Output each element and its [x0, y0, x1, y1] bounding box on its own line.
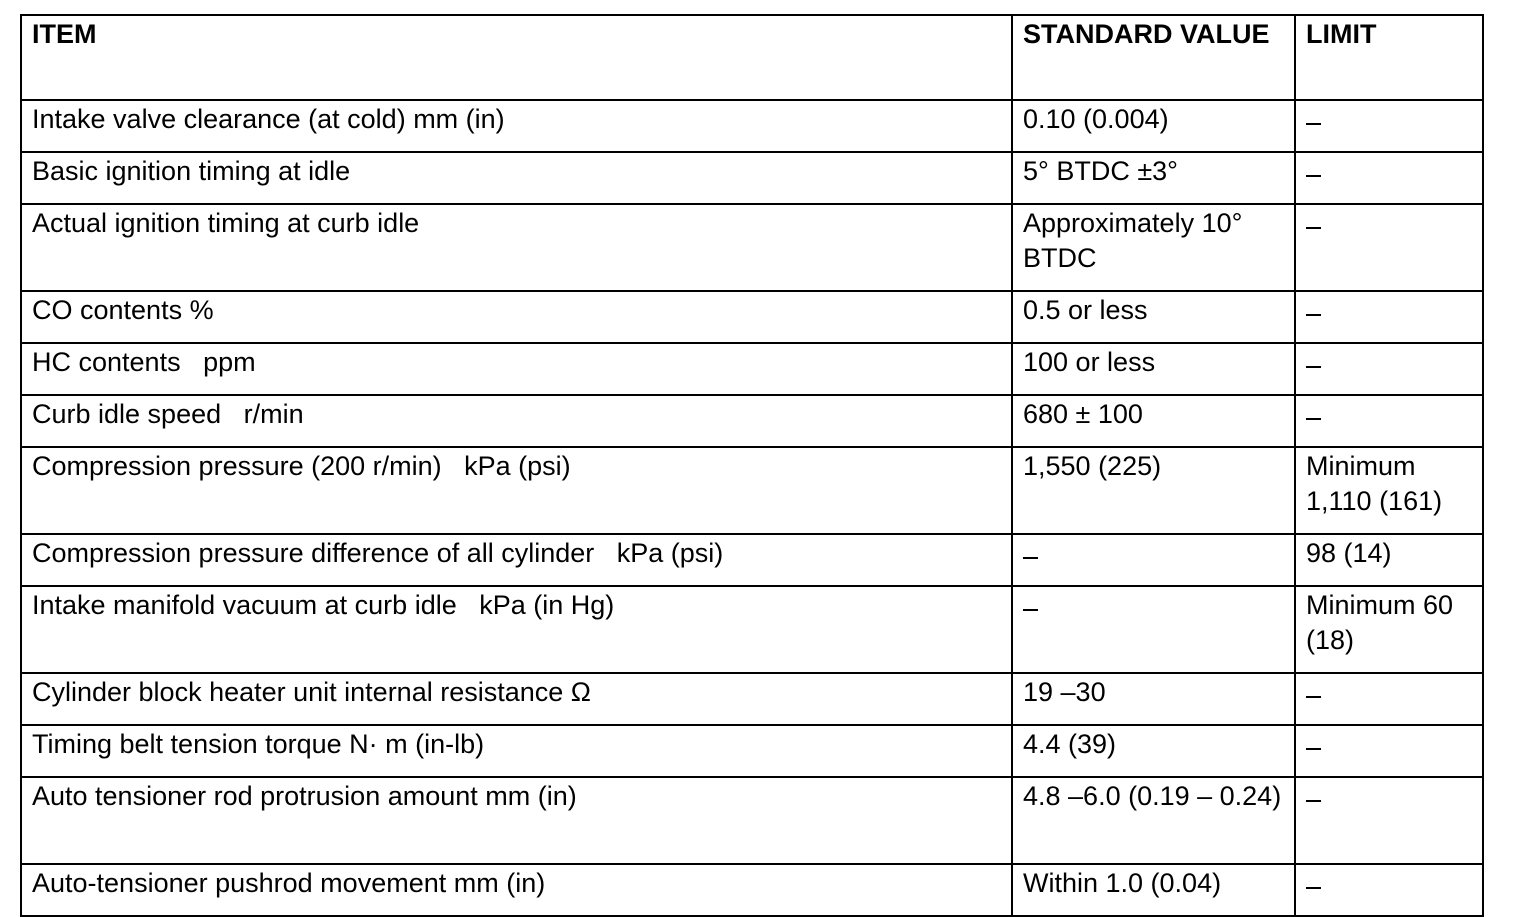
- item-cell: Intake valve clearance (at cold) mm (in): [21, 100, 1012, 152]
- table-row: [21, 534, 1483, 586]
- item-cell: Compression pressure (200 r/min) kPa (psi): [21, 447, 1012, 534]
- limit-cell: [1295, 204, 1483, 291]
- specifications-table: [20, 14, 1484, 917]
- standard-value-cell: [1012, 586, 1295, 673]
- item-cell: Compression pressure difference of all cylinder kPa (psi): [21, 534, 1012, 586]
- standard-value-cell: 0.10 (0.004): [1012, 100, 1295, 152]
- standard-value-cell: [1012, 534, 1295, 586]
- table-row: [21, 777, 1483, 864]
- dash-mark: [1306, 314, 1321, 316]
- limit-cell: Minimum 1,110 (161): [1295, 447, 1483, 534]
- limit-cell: [1295, 100, 1483, 152]
- standard-value-cell: 100 or less: [1012, 343, 1295, 395]
- item-cell: HC contents ppm: [21, 343, 1012, 395]
- dash-mark: [1306, 696, 1321, 698]
- limit-cell: [1295, 291, 1483, 343]
- table-row: [21, 291, 1483, 343]
- dash-mark: [1306, 748, 1321, 750]
- limit-cell: [1295, 152, 1483, 204]
- standard-value-cell: 5° BTDC ±3°: [1012, 152, 1295, 204]
- dash-mark: [1306, 227, 1321, 229]
- item-cell: Auto tensioner rod protrusion amount mm (in): [21, 777, 1012, 864]
- header-limit: LIMIT: [1295, 15, 1483, 100]
- item-cell: Curb idle speed r/min: [21, 395, 1012, 447]
- table-row: [21, 864, 1483, 916]
- item-cell: Basic ignition timing at idle: [21, 152, 1012, 204]
- limit-cell: [1295, 777, 1483, 864]
- item-cell: Cylinder block heater unit internal resistance Ω: [21, 673, 1012, 725]
- standard-value-cell: 4.8 –6.0 (0.19 – 0.24): [1012, 777, 1295, 864]
- dash-mark: [1023, 557, 1038, 559]
- item-cell: Timing belt tension torque N· m (in-lb): [21, 725, 1012, 777]
- standard-value-cell: Approximately 10° BTDC: [1012, 204, 1295, 291]
- standard-value-cell: 1,550 (225): [1012, 447, 1295, 534]
- dash-mark: [1306, 800, 1321, 802]
- dash-mark: [1023, 609, 1038, 611]
- header-standard-value: STANDARD VALUE: [1012, 15, 1295, 100]
- item-cell: CO contents %: [21, 291, 1012, 343]
- limit-cell: [1295, 395, 1483, 447]
- table-row: [21, 673, 1483, 725]
- item-cell: Actual ignition timing at curb idle: [21, 204, 1012, 291]
- standard-value-cell: 0.5 or less: [1012, 291, 1295, 343]
- table-row: [21, 395, 1483, 447]
- dash-mark: [1306, 418, 1321, 420]
- standard-value-cell: 4.4 (39): [1012, 725, 1295, 777]
- limit-cell: [1295, 673, 1483, 725]
- item-cell: Intake manifold vacuum at curb idle kPa (in Hg): [21, 586, 1012, 673]
- header-item: ITEM: [21, 15, 1012, 100]
- table-row: [21, 100, 1483, 152]
- table-row: [21, 447, 1483, 534]
- standard-value-cell: Within 1.0 (0.04): [1012, 864, 1295, 916]
- dash-mark: [1306, 366, 1321, 368]
- table-row: [21, 152, 1483, 204]
- table-row: [21, 343, 1483, 395]
- limit-cell: 98 (14): [1295, 534, 1483, 586]
- dash-mark: [1306, 887, 1321, 889]
- limit-cell: [1295, 864, 1483, 916]
- standard-value-cell: 19 –30: [1012, 673, 1295, 725]
- item-cell: Auto-tensioner pushrod movement mm (in): [21, 864, 1012, 916]
- table-row: [21, 204, 1483, 291]
- standard-value-cell: 680 ± 100: [1012, 395, 1295, 447]
- table-header-row: [21, 15, 1483, 100]
- table-row: [21, 725, 1483, 777]
- table-row: [21, 586, 1483, 673]
- limit-cell: [1295, 725, 1483, 777]
- limit-cell: Minimum 60 (18): [1295, 586, 1483, 673]
- limit-cell: [1295, 343, 1483, 395]
- dash-mark: [1306, 123, 1321, 125]
- dash-mark: [1306, 175, 1321, 177]
